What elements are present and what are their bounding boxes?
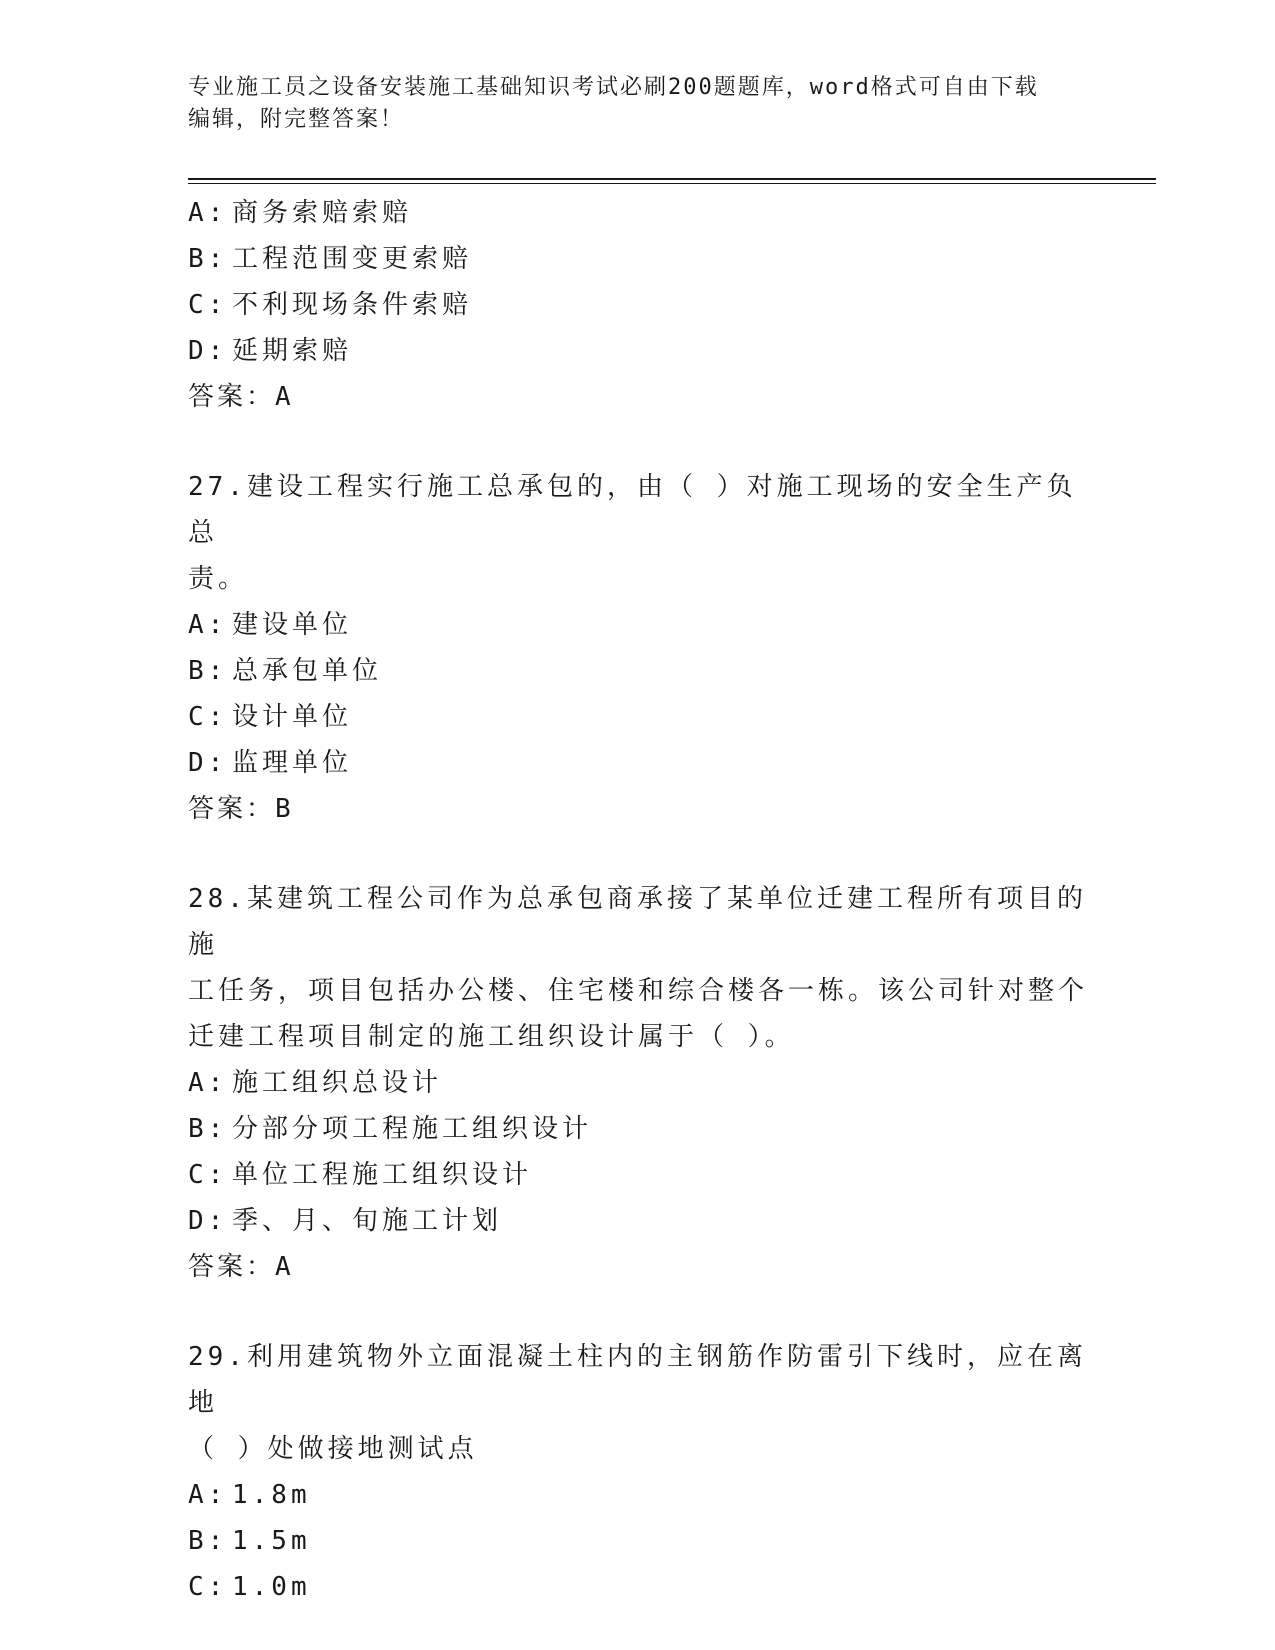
header-divider-thick [188, 178, 1156, 180]
document-header [188, 72, 1088, 136]
question-stem: 29.利用建筑物外立面混凝土柱内的主钢筋作防雷引下线时，应在离地 （ ）处做接地测试点 [188, 1342, 1087, 1464]
option-b: B: 总承包单位 [188, 656, 383, 686]
option-c: C: 单位工程施工组织设计 [188, 1160, 533, 1190]
question-block-27 [188, 464, 1088, 832]
option-a: A: 施工组织总设计 [188, 1068, 443, 1098]
answer: 答案：B [188, 794, 294, 824]
question-stem: 27.建设工程实行施工总承包的，由（ ）对施工现场的安全生产负总 责。 [188, 472, 1077, 594]
question-block-26 [188, 190, 1088, 420]
spacer [188, 832, 1088, 876]
question-block-29 [188, 1334, 1088, 1610]
answer: 答案：A [188, 1252, 294, 1282]
option-a: A: 建设单位 [188, 610, 353, 640]
option-d: D: 延期索赔 [188, 336, 353, 366]
option-a: A: 1.8m [188, 1480, 311, 1510]
header-line-2: 编辑，附完整答案！ [188, 107, 405, 132]
option-c: C: 设计单位 [188, 702, 353, 732]
answer: 答案：A [188, 382, 294, 412]
option-c: C: 1.0m [188, 1572, 311, 1602]
question-block-28 [188, 876, 1088, 1290]
spacer [188, 420, 1088, 464]
document-body [188, 190, 1088, 1610]
question-stem: 28.某建筑工程公司作为总承包商承接了某单位迁建工程所有项目的施 工任务，项目包括办公楼、住宅楼和综合楼各一栋。该公司针对整个 迁建工程项目制定的施工组织设计属于（ ）。 [188, 884, 1089, 1052]
option-d: D: 季、月、旬施工计划 [188, 1206, 503, 1236]
option-b: B: 1.5m [188, 1526, 311, 1556]
option-d: D: 监理单位 [188, 748, 353, 778]
option-a: A: 商务索赔索赔 [188, 198, 413, 228]
option-c: C: 不利现场条件索赔 [188, 290, 473, 320]
option-b: B: 分部分项工程施工组织设计 [188, 1114, 593, 1144]
spacer [188, 1290, 1088, 1334]
header-line-1: 专业施工员之设备安装施工基础知识考试必刷200题题库，word格式可自由下载 [188, 75, 1039, 100]
header-divider-thin [188, 183, 1156, 184]
option-b: B: 工程范围变更索赔 [188, 244, 473, 274]
